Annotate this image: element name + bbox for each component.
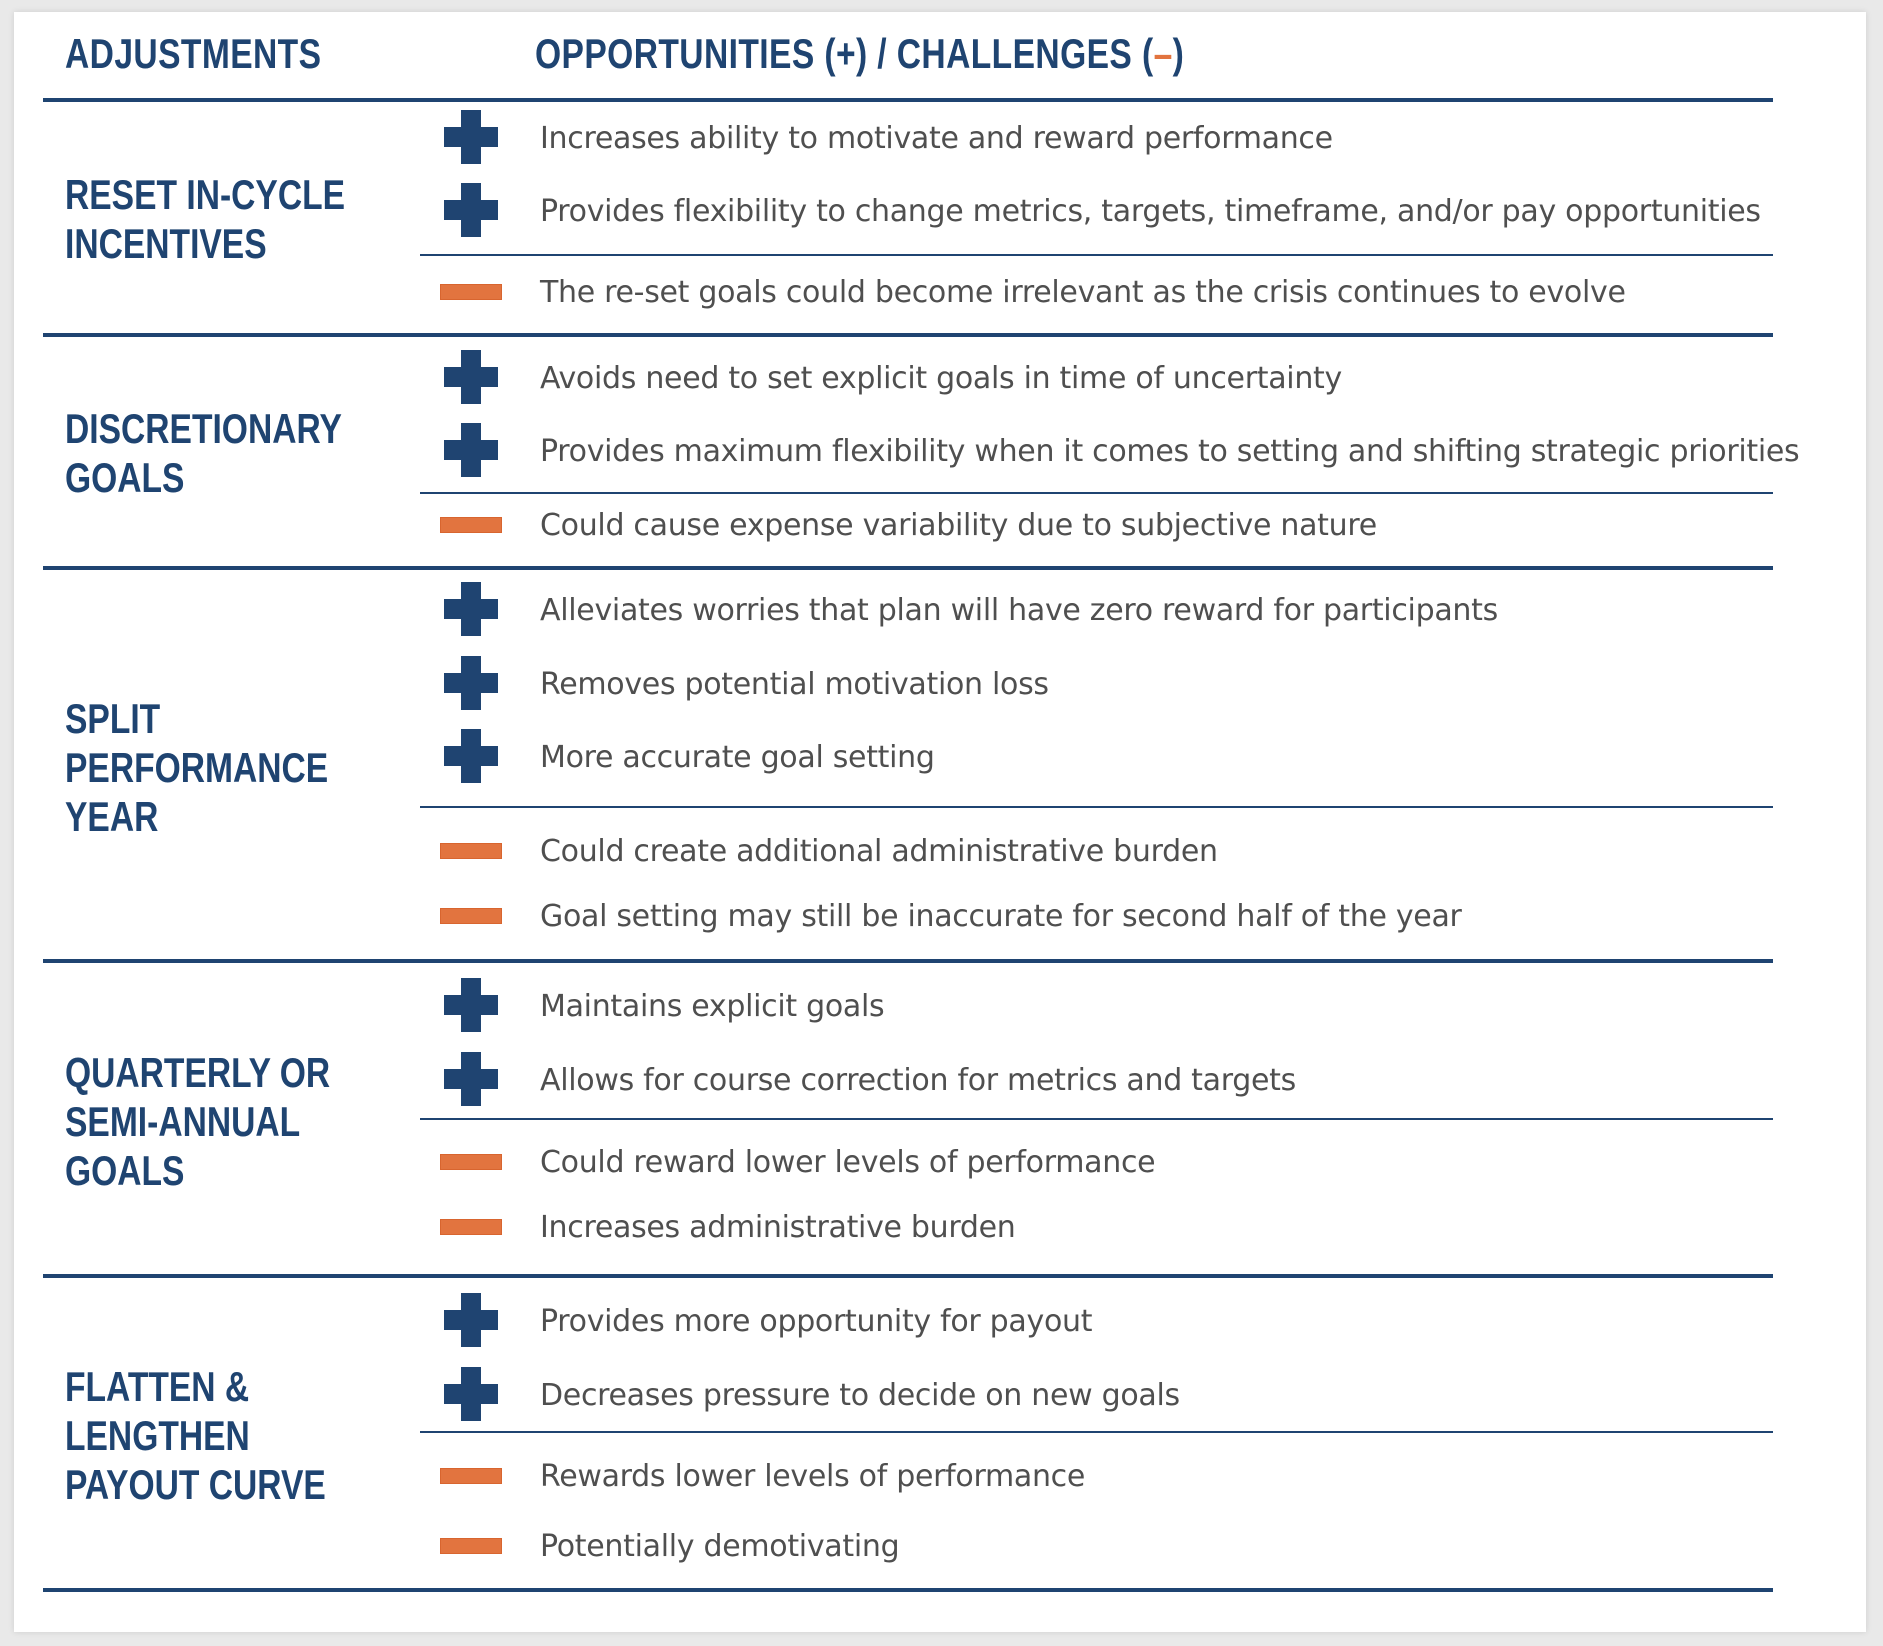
section-divider xyxy=(420,806,1773,808)
minus-sign: – xyxy=(1153,30,1173,77)
section-rule xyxy=(43,566,1773,570)
plus-icon xyxy=(440,1367,504,1423)
section-rule xyxy=(43,959,1773,963)
plus-icon xyxy=(440,110,504,166)
opportunity-item: Alleviates worries that plan will have zero reward for participants xyxy=(440,575,1498,645)
section-rule xyxy=(43,1274,1773,1278)
footer-rule xyxy=(43,1588,1773,1592)
plus-icon xyxy=(440,582,504,638)
challenge-item: Increases administrative burden xyxy=(440,1192,1016,1262)
opportunity-item: Allows for course correction for metrics and targets xyxy=(440,1045,1296,1115)
section-divider xyxy=(420,1431,1773,1433)
opportunity-item: Increases ability to motivate and reward performance xyxy=(440,103,1333,173)
minus-icon xyxy=(440,1518,504,1574)
opportunity-item: Provides more opportunity for payout xyxy=(440,1286,1092,1356)
challenge-item: Goal setting may still be inaccurate for second half of the year xyxy=(440,881,1462,951)
opportunity-item: Provides flexibility to change metrics, targets, timeframe, and/or pay opportunities xyxy=(440,176,1761,246)
opportunity-item: Avoids need to set explicit goals in time of uncertainty xyxy=(440,343,1342,413)
opportunity-item: Decreases pressure to decide on new goals xyxy=(440,1360,1180,1430)
plus-icon xyxy=(440,1052,504,1108)
minus-icon xyxy=(440,823,504,879)
section-label-split-performance-year: SPLIT PERFORMANCE YEAR xyxy=(65,695,329,840)
challenge-item: Could create additional administrative burden xyxy=(440,816,1218,886)
challenge-item: Could reward lower levels of performance xyxy=(440,1127,1155,1197)
challenge-item: The re-set goals could become irrelevant as the crisis continues to evolve xyxy=(440,257,1626,327)
section-divider xyxy=(420,254,1773,256)
plus-icon xyxy=(440,656,504,712)
minus-icon xyxy=(440,1134,504,1190)
column-header-opportunities-challenges: OPPORTUNITIES (+) / CHALLENGES (–) xyxy=(535,30,1185,77)
challenge-item: Rewards lower levels of performance xyxy=(440,1441,1085,1511)
column-header-adjustments: ADJUSTMENTS xyxy=(65,30,322,77)
challenge-item: Potentially demotivating xyxy=(440,1511,899,1581)
opportunity-item: Provides maximum flexibility when it comes to setting and shifting strategic priorities xyxy=(440,416,1799,486)
section-label-flatten-lengthen-payout-curve: FLATTEN & LENGTHEN PAYOUT CURVE xyxy=(65,1363,326,1508)
opportunity-item: More accurate goal setting xyxy=(440,722,935,792)
plus-icon xyxy=(440,183,504,239)
minus-icon xyxy=(440,264,504,320)
challenge-item: Could cause expense variability due to subjective nature xyxy=(440,490,1377,560)
section-label-quarterly-semi-annual-goals: QUARTERLY OR SEMI-ANNUAL GOALS xyxy=(65,1049,331,1194)
minus-icon xyxy=(440,497,504,553)
minus-icon xyxy=(440,1448,504,1504)
section-label-discretionary-goals: DISCRETIONARY GOALS xyxy=(65,405,342,501)
plus-icon xyxy=(440,978,504,1034)
opportunity-item: Maintains explicit goals xyxy=(440,971,884,1041)
opportunity-item: Removes potential motivation loss xyxy=(440,649,1049,719)
minus-icon xyxy=(440,1199,504,1255)
section-label-reset-in-cycle-incentives: RESET IN-CYCLE INCENTIVES xyxy=(65,171,346,267)
header-rule xyxy=(43,98,1773,102)
plus-icon xyxy=(440,423,504,479)
plus-icon xyxy=(440,350,504,406)
minus-icon xyxy=(440,888,504,944)
plus-icon xyxy=(440,1293,504,1349)
plus-icon xyxy=(440,729,504,785)
section-divider xyxy=(420,1118,1773,1120)
section-rule xyxy=(43,333,1773,337)
